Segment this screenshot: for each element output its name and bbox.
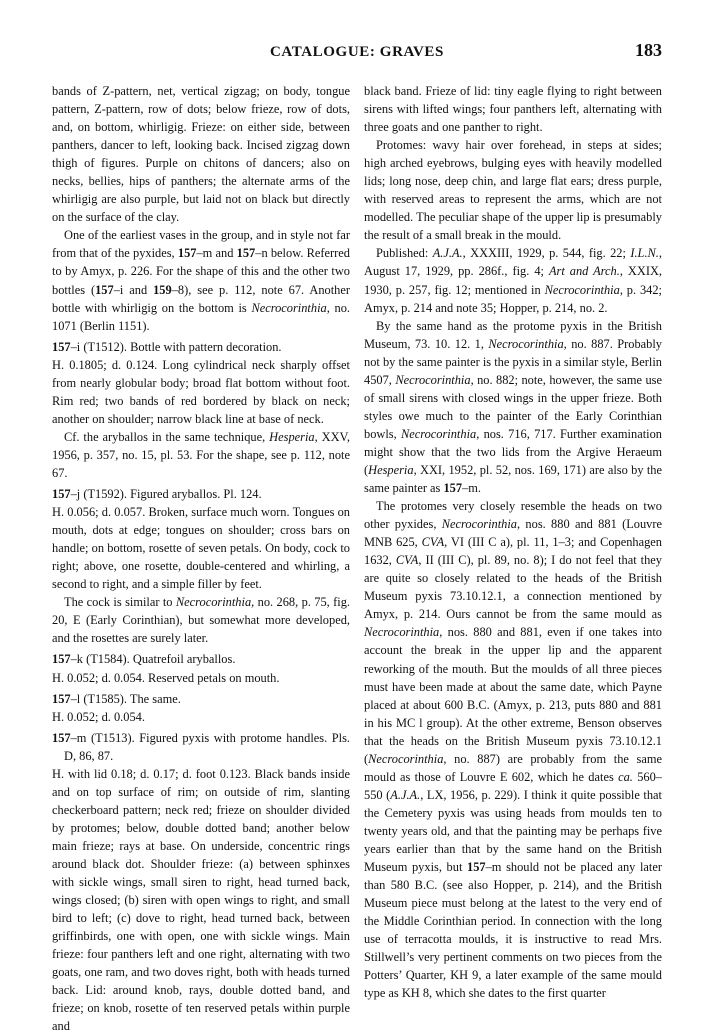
text-run: H. 0.1805; d. 0.124. Long cylindrical neck sharply offset from nearly globular body; broad flat bottom without foot. Rim red; two bands of red bordered by black on neck; another on shoulder; narrow black line at base of neck. bbox=[52, 357, 350, 426]
entry-heading bbox=[52, 485, 350, 503]
entry-heading bbox=[52, 690, 350, 708]
catalogue-number: 157 bbox=[467, 860, 486, 875]
entry-description bbox=[52, 503, 350, 593]
text-run: , no. 882; note, however, the same use of small sirens with closed wings in the upper frieze. Both styles owe much to the painter of the Early Corinthian bowls, bbox=[364, 372, 662, 441]
entry-commentary bbox=[52, 428, 350, 482]
italic-title: Necrocorinthia bbox=[175, 595, 252, 610]
italic-title: Art and Arch. bbox=[548, 264, 620, 279]
text-run: –j (T1592). Figured aryballos. Pl. 124. bbox=[70, 487, 262, 502]
entry-description bbox=[52, 669, 350, 687]
text-run: –m should not be placed any later than 580 B.C. (see also Hopper, p. 214), and the British Museum piece must belong at the latest to the very end of the Middle Corinthian period. In connection with the long use of terracotta moulds, it is instructive to read Mrs. Stillwell’s very pertinent comments on two pieces from the Potters’ Quarter, KH 9, a later example of the same mould type as KH 8, which she dates to the first quarter bbox=[364, 860, 662, 1001]
italic-title: Hesperia bbox=[368, 462, 414, 477]
italic-title: A.J.A. bbox=[432, 246, 463, 261]
catalogue-number: 157 bbox=[52, 487, 71, 502]
catalogue-number: 157 bbox=[52, 730, 71, 745]
catalogue-number: 157 bbox=[95, 282, 114, 297]
entry-heading bbox=[52, 729, 350, 765]
catalogue-number: 157 bbox=[52, 339, 71, 354]
page-header bbox=[52, 40, 662, 70]
text-run: By the same hand as the protome pyxis in the British Museum, 73. 10. 12. 1, bbox=[364, 318, 662, 351]
italic-title: Necrocorinthia bbox=[544, 282, 620, 297]
text-run: –i (T1512). Bottle with pattern decoration. bbox=[70, 339, 282, 354]
italic-title: I.L.N. bbox=[630, 246, 659, 261]
text-run: H. 0.052; d. 0.054. bbox=[52, 709, 145, 724]
text-run: –8), see p. 112, note 67. Another bottle with whirligig on the bottom is bbox=[52, 282, 351, 315]
text-run: , XXIX, 1930, p. 257, fig. 12; mentioned in bbox=[364, 264, 662, 297]
entry-heading bbox=[52, 650, 350, 668]
paragraph bbox=[364, 317, 662, 497]
text-run: H. with lid 0.18; d. 0.17; d. foot 0.123. Black bands inside and on top surface of rim; on outside of rim, slanting checkerboard pattern; neck red; frieze on shoulder divided by protomes; below, double dotted band; another below main frieze; rays at base. On underside, concentric rings around black dot. Shoulder frieze: (a) between sphinxes with sickle wings, small siren to right, head turned back, wings closed; (b) siren with open wings to right, and small bird to left; (c) dove to right, head turned back, between griffinbirds, one with open, one with sickle wings. Main frieze: four panthers left and one right, alternating with two goats, one ram, and two doves right, both with heads turned back. Lid: around knob, rays, double dotted band, and frieze; on knob, rosette of ten reserved petals within purple and bbox=[52, 766, 350, 1034]
text-run: , VI (III C a), pl. 11, 1–3; and Copenhagen 1632, bbox=[364, 535, 663, 568]
italic-title: Necrocorinthia bbox=[400, 426, 477, 441]
catalogue-number: 157 bbox=[52, 691, 71, 706]
entry-heading bbox=[52, 338, 350, 356]
italic-title: CVA bbox=[421, 535, 445, 550]
italic-title: A.J.A. bbox=[390, 787, 421, 802]
text-run: , no. 887. Probably not by the same painter is the pyxis in a similar style, Berlin 4507, bbox=[364, 336, 662, 387]
text-run: , LX, 1956, p. 229). I think it quite possible that the Cemetery pyxis was using heads from moulds ten to twenty years old, and that the painting may be perhaps five years earlier than that by the same hand on the British Museum pyxis, but bbox=[364, 787, 662, 875]
paragraph bbox=[364, 497, 662, 1002]
paragraph bbox=[52, 82, 350, 226]
italic-title: Necrocorinthia bbox=[251, 300, 327, 315]
paragraph bbox=[364, 136, 662, 244]
right-column bbox=[364, 82, 662, 1002]
left-column bbox=[52, 82, 350, 1035]
text-run: One of the earliest vases in the group, and in style not far from that of the pyxides, bbox=[52, 228, 350, 261]
entry-description bbox=[52, 765, 350, 1035]
paragraph bbox=[52, 226, 350, 334]
text-run: , no. 887) are probably from the same mould as those of Louvre E 602, which he dates bbox=[364, 751, 662, 784]
text-run: , XXI, 1952, pl. 52, nos. 169, 171) are also by the same painter as bbox=[364, 462, 662, 496]
italic-title: Necrocorinthia bbox=[364, 625, 440, 640]
text-run: –m. bbox=[462, 481, 482, 496]
italic-title: Necrocorinthia bbox=[368, 751, 444, 766]
italic-title: Necrocorinthia bbox=[395, 372, 471, 387]
text-run: Protomes: wavy hair over forehead, in steps at sides; high arched eyebrows, bulging eyes with heavily modelled lids; long nose, deep chin, and large flat ears; dress purple, with reserved areas to represent the arms, which are not modelled. The peculiar shape of the upper lip is presumably the result of a small break in the mould. bbox=[364, 138, 662, 243]
catalogue-number: 157 bbox=[177, 246, 197, 261]
text-run: , nos. 880 and 881 (Louvre MNB 625, bbox=[364, 517, 662, 550]
italic-title: ca. bbox=[618, 769, 633, 784]
text-run: H. 0.056; d. 0.057. Broken, surface much worn. Tongues on mouth, dots at edge; tongues on shoulder; cross bars on handle; on bottom, rosette of seven petals. On body, cock to right; above, one rosette, double-centered and whirling, a second to right, and a simple filler by feet. bbox=[52, 505, 350, 592]
text-run: –l (T1585). The same. bbox=[70, 691, 181, 706]
text-run: Published: bbox=[376, 246, 433, 261]
text-run: bands of Z-pattern, net, vertical zigzag; on body, tongue pattern, Z-pattern, row of dots; below frieze, row of dots, and, on bottom, whirligig. Frieze: on either side, between panthers, dancer to left, looking back. Incised zigzag down thigh of figures. Purple on chitons of dancers; also on necks, bellies, hips of panthers; the alternate arms of the whirligig are also purple, but laid not on black but directly on the surface of the clay. bbox=[52, 84, 350, 225]
catalogue-number: 157 bbox=[443, 481, 463, 496]
bibliography bbox=[364, 244, 662, 316]
text-run: , no. 268, p. 75, fig. 20, E (Early Corinthian), but somewhat more developed, and the rosettes are surely later. bbox=[52, 595, 350, 646]
text-run: , XXV, 1956, p. 357, no. 15, pl. 53. For the shape, see p. 112, note 67. bbox=[52, 429, 350, 480]
text-run: , II (III C), pl. 89, no. 8); I do not feel that they are quite so closely related to the heads of the British Museum pyxis 73.10.12.1, a connection mentioned by Amyx, p. 214. Ours cannot be from the same mould as bbox=[364, 553, 663, 622]
text-run: black band. Frieze of lid: tiny eagle flying to right between sirens with lifted wings; four panthers left, alternating with three goats and one panther to right. bbox=[364, 84, 662, 135]
italic-title: Hesperia bbox=[269, 429, 315, 444]
entry-description bbox=[52, 708, 350, 726]
catalogue-number: 159 bbox=[153, 282, 172, 297]
paragraph bbox=[364, 82, 662, 136]
text-run: 560–550 ( bbox=[364, 769, 662, 802]
entry-commentary bbox=[52, 593, 350, 647]
text-run: H. 0.052; d. 0.054. Reserved petals on mouth. bbox=[52, 670, 280, 685]
text-run: –m and bbox=[196, 246, 237, 261]
text-run: –k (T1584). Quatrefoil aryballos. bbox=[70, 652, 236, 667]
text-run: , XXXIII, 1929, p. 544, fig. 22; bbox=[462, 246, 631, 261]
text-run: , p. 342; Amyx, p. 214 and note 35; Hopper, p. 214, no. 2. bbox=[364, 282, 662, 315]
text-run: –n below. Referred to by Amyx, p. 226. For the shape of this and the other two bottles ( bbox=[52, 246, 350, 297]
catalogue-number: 157 bbox=[52, 652, 71, 667]
italic-title: Necrocorinthia bbox=[441, 517, 518, 532]
text-run: –i and bbox=[113, 282, 154, 297]
running-head: CATALOGUE: GRAVES bbox=[270, 44, 444, 60]
entry-description bbox=[52, 356, 350, 428]
text-run: , no. 1071 (Berlin 1151). bbox=[52, 300, 350, 333]
italic-title: CVA bbox=[395, 553, 419, 568]
text-run: The cock is similar to bbox=[64, 595, 176, 610]
catalogue-number: 157 bbox=[236, 246, 256, 261]
italic-title: Necrocorinthia bbox=[488, 336, 564, 351]
text-run: The protomes very closely resemble the heads on two other pyxides, bbox=[364, 499, 662, 532]
text-run: , August 17, 1929, pp. 286f., fig. 4; bbox=[364, 246, 663, 279]
text-run: , nos. 716, 717. Further examination might show that the two lids from the Argive Heraeum ( bbox=[364, 426, 662, 477]
text-run: , nos. 880 and 881, even if one takes into account the break in the upper lip and the apparent reworking of the mouth. But the moulds of all three pieces must have been made at about the same date, which Payne placed at about 600 B.C. (Amyx, p. 213, puts 880 and 881 in his MC l group). At the other extreme, Benson observes that the heads on the British Museum pyxis 73.10.12.1 ( bbox=[364, 625, 662, 766]
text-run: Cf. the aryballos in the same technique, bbox=[64, 429, 270, 444]
text-run: –m (T1513). Figured pyxis with protome handles. Pls. D, 86, 87. bbox=[64, 730, 350, 763]
page-number: 183 bbox=[635, 40, 662, 60]
